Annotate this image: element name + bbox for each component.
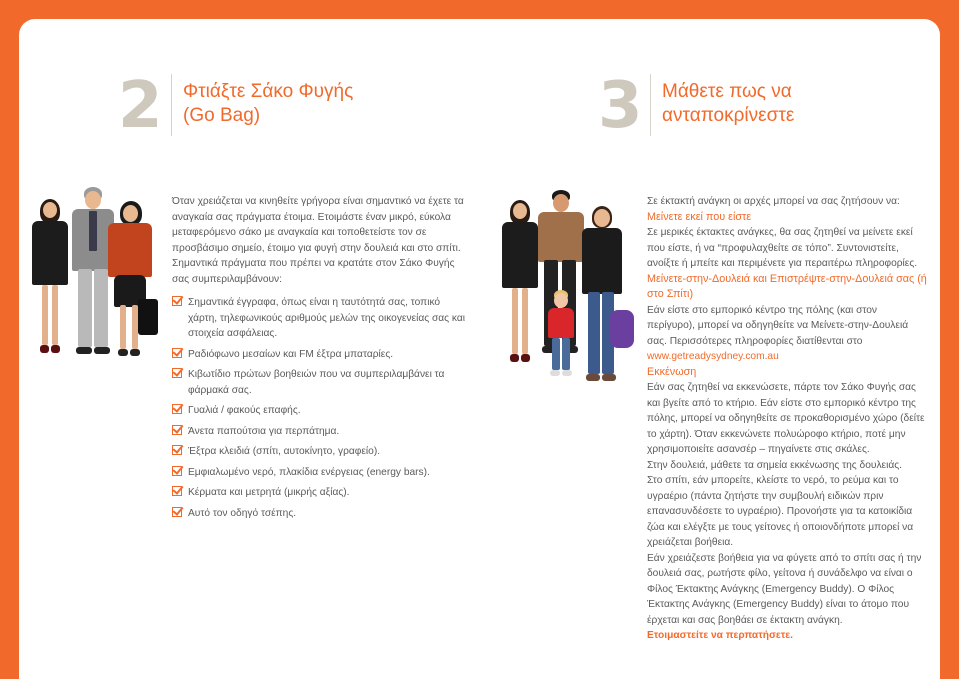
checkbox-icon [172,368,182,378]
item-text: Έξτρα κλειδιά (σπίτι, αυτοκίνητο, γραφείο). [188,446,381,457]
checklist-item [172,506,467,522]
item-text: Αυτό τον οδηγό τσέπης. [188,507,297,519]
item-text: Σημαντικά έγγραφα, όπως είναι η ταυτότητά σας, τοπικό χάρτη, τηλεφωνικούς αριθμούς μελών της οικογενείας σας και στοιχεία ασφάλειας. [188,297,466,339]
respond-content [647,194,927,644]
checklist-item [172,295,467,342]
section-title-respond [662,80,794,128]
photo-family [498,190,638,385]
closing-text: Ετοιμαστείτε να περπατήσετε. [647,630,793,641]
title-line: Μάθετε πως να [662,81,792,102]
checkbox-icon [172,296,182,306]
checkbox-icon [172,466,182,476]
checkbox-icon [172,404,182,414]
item-text: Εμφιαλωμένο νερό, πλακίδια ενέργειας (energy bars). [188,466,430,478]
title-line: (Go Bag) [183,105,261,126]
website-link[interactable]: www.getreadysydney.com.au [647,351,779,362]
work-text: Εάν είστε στο εμπορικό κέντρο της πόλης (και στον περίγυρο), μπορεί να οδηγηθείτε να Μείνετε-στην-Δουλειά σας. Περισσότερες πληροφορίες διατίθενται στο [647,304,909,347]
checklist-item [172,347,467,363]
item-text: Ραδιόφωνο μεσαίων και FM έξτρα μπαταρίες. [188,348,394,360]
item-text: Γυαλιά / φακούς επαφής. [188,405,301,416]
intro-text: Όταν χρειάζεται να κινηθείτε γρήγορα είναι σημαντικό να έχετε τα αναγκαία σας πράγματα έτοιμα. Ετοιμάστε έναν μικρό, εύκολα μεταφερόμενο σάκο με αναγκαία και τοποθετείστε τον σε προσβάσιμο σημείο, έτοιμο για φυγή στην δουλειά και στο σπίτι. Σημαντικά πράγματα που πρέπει να κρατάτε στον Σάκο Φυγής σας συμπεριλαμβάνουν: [172,196,464,285]
photo-three-adults [28,185,163,375]
evac-text: Εάν σας ζητηθεί να εκκενώσετε, πάρτε τον Σάκο Φυγής σας και βγείτε από το κτήριο. Εάν είστε στο εμπορικό κέντρο της πόλης, μπορεί να οδηγηθείτε σε προκαθορισμένο χώρο (δείτε το χάρτη). Όταν εκκενώνετε πολυώροφο κτήριο, ποτέ μην χρησιμοποιείτε ασανσέρ – πηγαίνετε στις σκάλες. [647,382,925,455]
checkbox-icon [172,507,182,517]
item-text: Κέρματα και μετρητά (μικρής αξίας). [188,487,350,498]
section-number-3: 3 [598,69,641,143]
subheading-stay-at-work: Μείνετε-στην-Δουλειά και Επιστρέψτε-στην-Δουλειά σας (ή στο Σπίτι) [647,272,927,300]
section-divider [171,74,172,136]
section-title-go-bag [183,80,353,128]
checklist-item [172,444,467,460]
subheading-stay: Μείνετε εκεί που είστε [647,210,752,223]
checklist-item [172,403,467,419]
checklist-item [172,367,467,398]
home-evac-text: Στο σπίτι, εάν μπορείτε, κλείστε το νερό, το ρεύμα και το υγραέριο (πάντα ζητήστε την συμβουλή ειδικών πριν επανασυνδέσετε το υγραέριο). Προνοήστε για τα κατοικίδια ζώα και ελέγξτε με τους γείτονες ή οποιονδήποτε μπορεί να χρειάζεται βοήθεια. [647,475,914,548]
item-text: Άνετα παπούτσια για περπάτημα. [188,425,340,437]
subheading-evacuation: Εκκένωση [647,365,697,378]
work-text-block [647,303,927,365]
section-number-2: 2 [118,69,161,143]
checklist-item [172,465,467,481]
item-text: Κιβωτίδιο πρώτων βοηθειών που να συμπεριλαμβάνει τα φάρμακά σας. [188,369,445,396]
go-bag-content [172,194,467,526]
work-evac-text: Στην δουλειά, μάθετε τα σημεία εκκένωσης της δουλειάς. [647,459,902,471]
checklist-item [172,424,467,440]
checkbox-icon [172,445,182,455]
title-line: ανταποκρίνεστε [662,105,795,126]
checkbox-icon [172,486,182,496]
intro-text: Σε έκτακτή ανάγκη οι αρχές μπορεί να σας ζητήσουν να: [647,196,900,207]
checklist [172,295,467,521]
title-line: Φτιάξτε Σάκο Φυγής [183,81,354,102]
checkbox-icon [172,425,182,435]
stay-text: Σε μερικές έκτακτες ανάγκες, θα σας ζητηθεί να μείνετε εκεί που είστε, ή να “προφυλαχθείτε σε τόπο”. Συντονιστείτε, ανοίξτε ή μπείτε και περιμένετε για περαιτέρω πληροφορίες. [647,227,918,269]
checklist-item [172,485,467,501]
buddy-text: Εάν χρειάζεστε βοήθεια για να φύγετε από το σπίτι σας ή την δουλειά σας, ρωτήστε φίλο, γείτονα ή συνάδελφο να είναι ο Φίλος Έκτακτης Ανάγκης (Emergency Buddy). Ο Φίλος Έκτακτης Ανάγκης (Emergency Buddy) είναι το άτομο που έρχεται και σας βοηθάει σε έκτακτη ανάγκη. [647,552,922,626]
section-divider [650,74,651,136]
checkbox-icon [172,348,182,358]
